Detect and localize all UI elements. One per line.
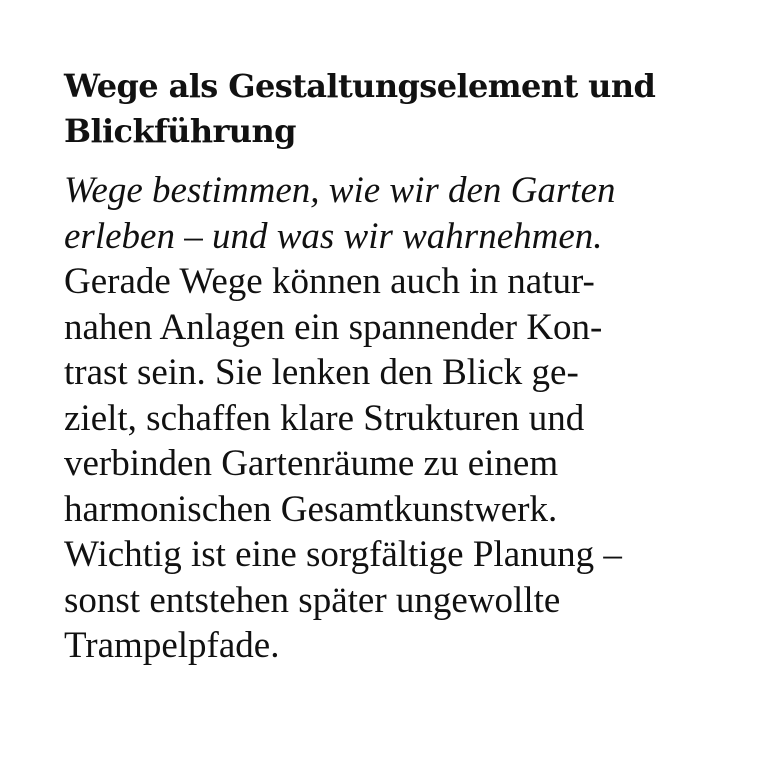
body-line: trast sein. Sie lenken den Blick ge- xyxy=(64,352,579,393)
body-line: harmonischen Gesamtkunstwerk. xyxy=(64,488,558,530)
body-line: Trampelpfade. xyxy=(64,625,280,666)
body-line: Wichtig ist eine sorgfältige Planung – xyxy=(64,534,622,575)
body-line: nahen Anlagen ein spannender Kon- xyxy=(64,306,603,348)
title-line: Wege als Gestaltungselement und xyxy=(64,67,656,105)
title-line: Blickführung xyxy=(64,112,296,150)
article-body xyxy=(64,168,724,669)
lead-line: erleben – und was wir wahrnehmen. xyxy=(64,215,603,257)
body-line: verbinden Gartenräume zu einem xyxy=(64,443,559,484)
lead-line: Wege bestimmen, wie wir den Garten xyxy=(64,170,616,211)
body-line: zielt, schaffen klare Strukturen und xyxy=(64,397,585,439)
body-line: Gerade Wege können auch in natur- xyxy=(64,261,595,302)
article-title xyxy=(64,64,724,154)
article xyxy=(64,64,724,669)
body-line: sonst entstehen später ungewollte xyxy=(64,579,561,621)
